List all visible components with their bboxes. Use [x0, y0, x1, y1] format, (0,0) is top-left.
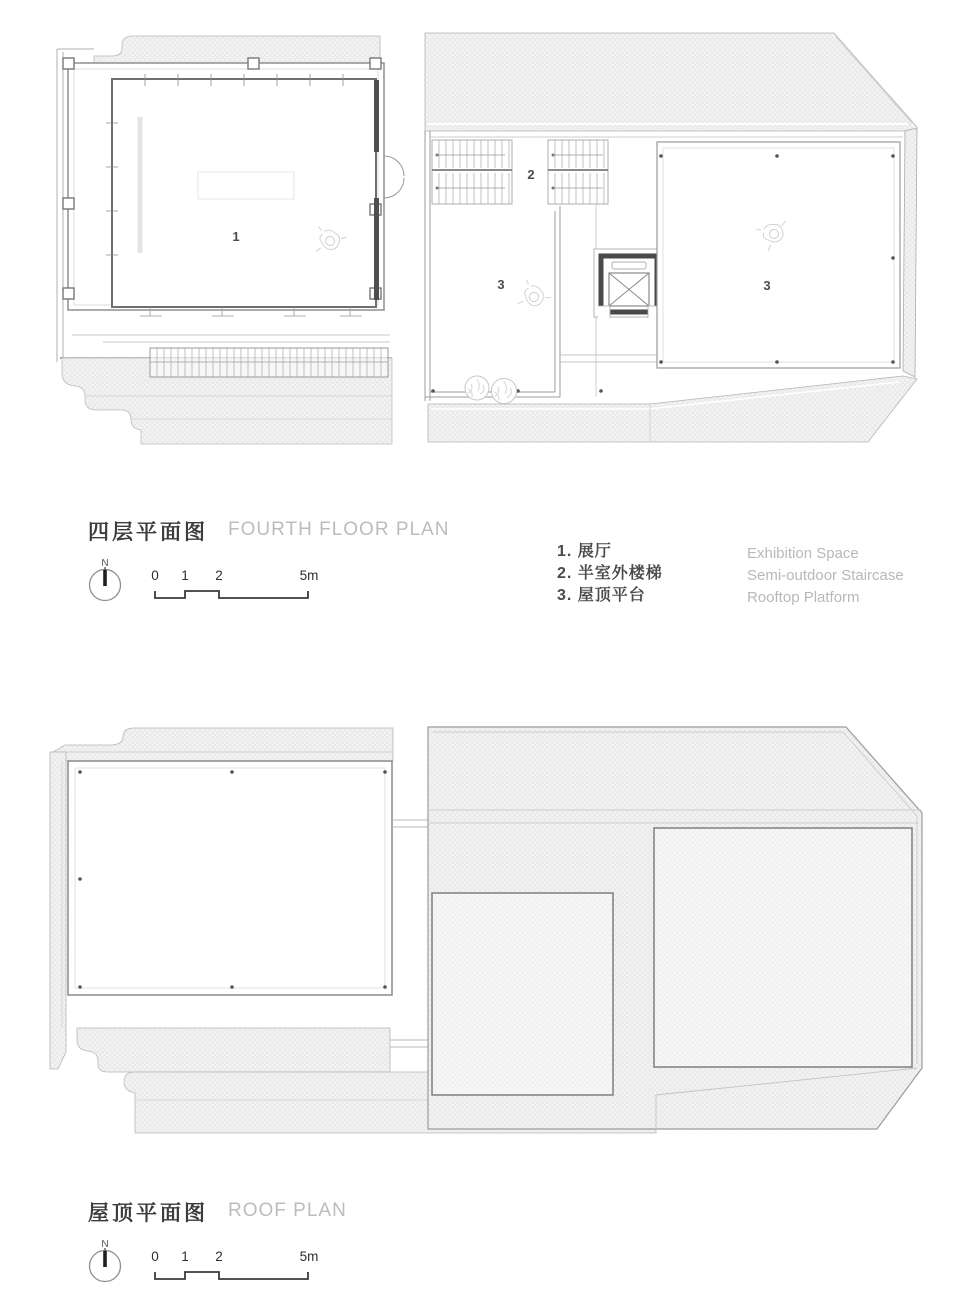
ff-left-building	[57, 36, 404, 444]
scale-tick-5m: 5m	[299, 568, 319, 583]
north-label: N	[101, 558, 109, 569]
ff-exhibition-room	[112, 79, 376, 307]
ff-left-top-hatch-band	[94, 36, 380, 63]
ff-right-parapet	[903, 128, 917, 377]
legend-cn-column	[557, 541, 663, 607]
fourth-floor-map-key	[84, 554, 344, 608]
legend-item-exhibition-cn: 1. 展厅	[557, 543, 612, 560]
ff-stair-flight-right	[548, 140, 608, 204]
ff-stair-flight-left	[432, 140, 512, 204]
ff-double-door	[384, 156, 404, 198]
scale-tick-2: 2	[215, 568, 223, 583]
roof-right-building	[428, 727, 922, 1129]
scale-tick-0: 0	[151, 568, 159, 583]
ff-right-building	[425, 33, 917, 442]
scale-bar	[151, 1249, 318, 1279]
fourth-floor-plan-drawing	[0, 0, 960, 470]
ff-elevator-core	[594, 204, 664, 397]
ff-curtain-wall-lower	[374, 198, 379, 300]
scale-tick-2: 2	[215, 1249, 223, 1264]
roof-title-cn: 屋顶平面图	[88, 1202, 208, 1225]
roof-left-bottom-hatch-1	[77, 1028, 390, 1072]
fourth-floor-title-cn: 四层平面图	[88, 521, 208, 544]
legend-item-staircase-en: Semi-outdoor Staircase	[747, 567, 904, 584]
roof-plan-drawing	[0, 700, 960, 1170]
legend-item-exhibition-en: Exhibition Space	[747, 545, 859, 562]
ff-label-platform-right: 3	[763, 278, 771, 293]
roof-title-en: ROOF PLAN	[228, 1200, 347, 1221]
legend-item-platform-cn: 3. 屋顶平台	[557, 587, 646, 604]
ff-label-platform-left: 3	[497, 277, 505, 292]
north-arrow	[90, 558, 121, 601]
roof-left-side-hatch	[50, 752, 66, 1069]
legend-en-column	[747, 543, 904, 609]
roof-left-top-hatch	[53, 728, 393, 761]
roof-map-key	[84, 1235, 344, 1289]
scale-tick-5m: 5m	[299, 1249, 319, 1264]
scale-bar	[151, 568, 318, 598]
fourth-floor-title-en: FOURTH FLOOR PLAN	[228, 519, 450, 540]
shrub-sketch	[465, 376, 489, 400]
scale-tick-0: 0	[151, 1249, 159, 1264]
shrub-sketch	[491, 378, 516, 403]
ff-label-exhibition: 1	[232, 229, 240, 244]
ff-label-stairs: 2	[527, 167, 535, 182]
north-arrow	[90, 1239, 121, 1282]
roof-skylight-left	[432, 893, 613, 1095]
legend-item-platform-en: Rooftop Platform	[747, 589, 860, 606]
north-label: N	[101, 1239, 109, 1250]
scale-tick-1: 1	[181, 1249, 189, 1264]
scale-tick-1: 1	[181, 568, 189, 583]
legend-item-staircase-cn: 2. 半室外楼梯	[557, 565, 663, 582]
ff-right-roof-hatch	[425, 33, 917, 131]
ff-long-stair	[150, 348, 388, 377]
roof-skylight-right	[654, 828, 912, 1067]
roof-left-slab	[68, 761, 392, 995]
person-sketch	[514, 280, 552, 317]
ff-right-platform	[657, 142, 900, 368]
ff-curtain-wall-upper	[374, 80, 379, 152]
